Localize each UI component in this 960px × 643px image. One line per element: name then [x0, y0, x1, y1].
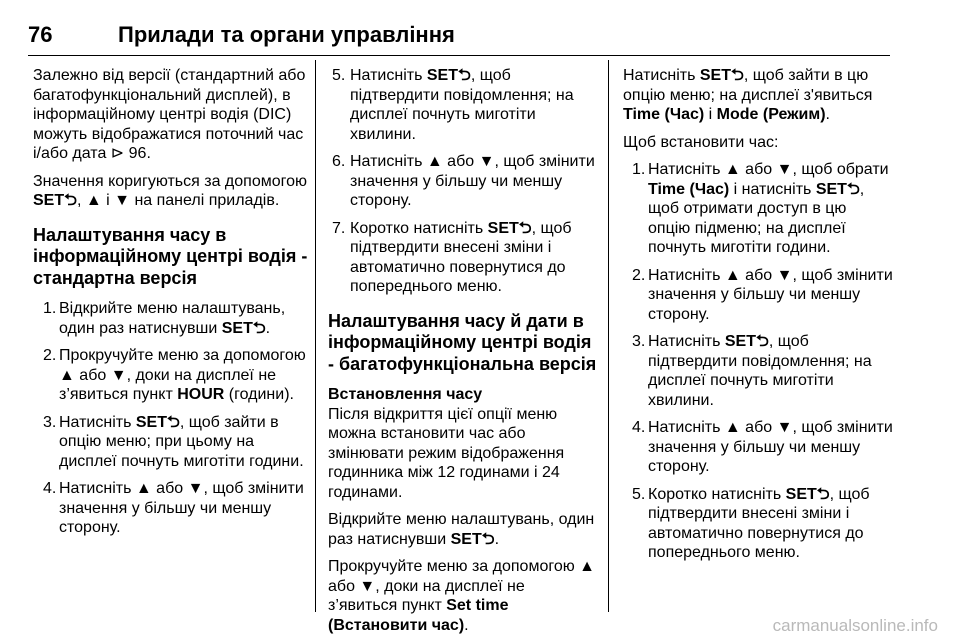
column-2 [328, 66, 598, 643]
watermark: carmanualsonline.info [772, 616, 938, 635]
page-number: 76 [28, 22, 53, 47]
down-arrow-icon: ▼ [776, 419, 793, 436]
paragraph: Відкрийте меню налаштувань, один раз натиснувши SET⮌. [328, 511, 595, 548]
up-arrow-icon: ▲ [724, 266, 741, 284]
return-icon: ⮌ [731, 67, 744, 84]
paragraph: Значення коригуються за допомогою SET⮌, ▲ і ▼ на панелі приладів. [33, 172, 307, 209]
return-icon: ⮌ [167, 413, 180, 431]
return-icon: ⮌ [64, 192, 77, 209]
up-arrow-icon: ▲ [135, 480, 152, 497]
up-arrow-icon: ▲ [724, 161, 741, 178]
page-header [28, 22, 888, 52]
return-icon: ⮌ [252, 319, 266, 337]
subheading: Встановлення часу [328, 386, 483, 403]
list-item: 3. Натисніть SET⮌, щоб підтвердити повідомлення; на дисплеї почнуть миготіти хвилини. [632, 333, 872, 409]
down-arrow-icon: ▼ [110, 366, 127, 384]
list-item: 5. Натисніть SET⮌, щоб підтвердити повідомлення; на дисплеї почнуть миготіти хвилини. [332, 67, 574, 143]
up-arrow-icon: ▲ [59, 366, 75, 384]
list-item: 5. Коротко натисніть SET⮌, щоб підтвердити внесені зміни і автоматично повернутися до попереднього меню. [632, 485, 870, 561]
return-icon: ⮌ [518, 219, 532, 237]
return-icon: ⮌ [846, 180, 860, 198]
down-arrow-icon: ▼ [776, 266, 793, 284]
paragraph: Після відкриття цієї опції меню можна встановити час або змінювати режим відображення годинника між 12 годинами і 24 годинами. [328, 405, 565, 501]
steps-list [623, 160, 893, 563]
down-arrow-icon: ▼ [187, 480, 204, 497]
paragraph: Залежно від версії (стандартний або багатофункціональний дисплей), в інформаційному центрі водія (DIC) можуть відображатися поточний час і/або дата ⊳ 96. [33, 67, 306, 162]
return-icon: ⮌ [816, 485, 830, 503]
down-arrow-icon: ▼ [114, 192, 130, 209]
chapter-title: Прилади та органи управління [118, 22, 455, 47]
list-item: 1. Відкрийте меню налаштувань, один раз натиснувши SET⮌. [43, 300, 286, 337]
list-item: 7. Коротко натисніть SET⮌, щоб підтвердити внесені зміни і автоматично повернутися до попереднього меню. [332, 219, 572, 295]
list-item: 6. Натисніть ▲ або ▼, щоб змінити значення у більшу чи меншу сторону. [332, 153, 595, 209]
column-divider [315, 60, 316, 612]
paragraph: Щоб встановити час: [623, 133, 779, 151]
steps-list [328, 66, 598, 297]
column-3 [623, 66, 893, 571]
list-item: 4. Натисніть ▲ або ▼, щоб змінити значення у більшу чи меншу сторону. [632, 419, 893, 475]
set-button-label: SET [33, 192, 65, 209]
up-arrow-icon: ▲ [426, 153, 443, 170]
return-icon: ⮌ [756, 333, 769, 350]
header-divider [28, 55, 890, 56]
down-arrow-icon: ▼ [776, 161, 793, 178]
list-item: 3. Натисніть SET⮌, щоб зайти в опцію меню; при цьому на дисплеї почнуть миготіти години. [43, 413, 304, 470]
steps-list [33, 299, 308, 538]
down-arrow-icon: ▼ [478, 153, 495, 170]
up-arrow-icon: ▲ [724, 419, 741, 436]
paragraph: Прокручуйте меню за допомогою ▲ або ▼, доки на дисплеї не з’явиться пункт Set time (Встановити час). [328, 558, 596, 634]
column-divider [608, 60, 609, 612]
list-item: 2. Прокручуйте меню за допомогою ▲ або ▼, доки на дисплеї не з’явиться пункт HOUR (години). [43, 347, 306, 403]
up-arrow-icon: ▲ [579, 558, 596, 575]
list-item: 2. Натисніть ▲ або ▼, щоб змінити значення у більшу чи меншу сторону. [632, 266, 893, 323]
return-icon: ⮌ [458, 67, 471, 84]
section-heading: Налаштування часу й дати в інформаційному центрі водія - багатофункціональна версія [328, 310, 597, 374]
return-icon: ⮌ [481, 530, 495, 548]
paragraph: Натисніть SET⮌, щоб зайти в цю опцію меню; на дисплеї з'явиться Time (Час) і Mode (Режим). [623, 67, 873, 123]
reference-icon: ⊳ [110, 145, 125, 162]
list-item: 1. Натисніть ▲ або ▼, щоб обрати Time (Час) і натисніть SET⮌, щоб отримати доступ в цю опцію підменю; на дисплеї почнуть миготіти години. [632, 161, 889, 256]
section-heading: Налаштування часу в інформаційному центрі водія - стандартна версія [33, 224, 308, 288]
list-item: 4. Натисніть ▲ або ▼, щоб змінити значення у більшу чи меншу сторону. [43, 480, 304, 536]
column-1 [33, 66, 308, 546]
down-arrow-icon: ▼ [359, 577, 376, 595]
up-arrow-icon: ▲ [85, 192, 102, 209]
